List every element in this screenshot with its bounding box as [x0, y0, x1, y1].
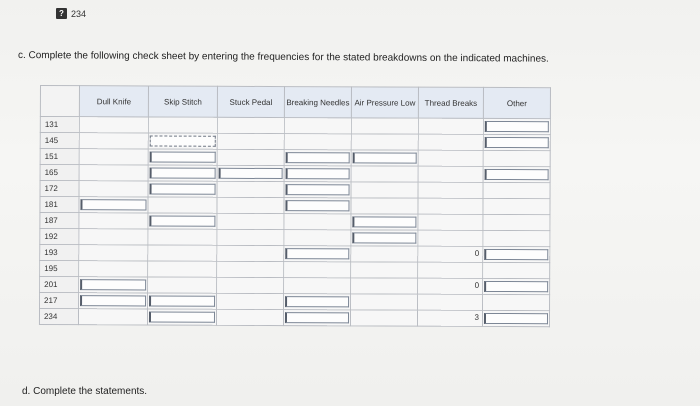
frequency-cell — [217, 277, 284, 293]
frequency-cell — [217, 181, 284, 197]
column-header: Skip Stitch — [148, 86, 217, 117]
frequency-cell — [418, 294, 483, 310]
frequency-cell — [418, 150, 483, 166]
frequency-input[interactable] — [286, 168, 350, 179]
frequency-input[interactable] — [149, 311, 215, 322]
question-number — [56, 8, 86, 19]
question-badge-icon: ? — [56, 8, 67, 19]
frequency-cell — [483, 230, 550, 246]
frequency-cell — [284, 230, 351, 246]
frequency-cell — [483, 246, 550, 262]
frequency-cell — [483, 150, 550, 166]
frequency-cell — [351, 150, 418, 166]
frequency-input[interactable] — [485, 137, 549, 148]
frequency-input[interactable] — [484, 281, 548, 292]
machine-number: 201 — [40, 277, 79, 293]
frequency-input[interactable] — [286, 152, 350, 163]
frequency-input[interactable] — [150, 151, 216, 162]
frequency-cell — [79, 277, 148, 293]
frequency-cell — [284, 182, 351, 198]
column-header: Thread Breaks — [418, 87, 483, 118]
check-sheet — [39, 85, 551, 327]
frequency-cell — [216, 309, 283, 325]
frequency-input[interactable] — [80, 295, 146, 306]
frequency-cell — [284, 198, 351, 214]
frequency-cell — [148, 261, 217, 277]
frequency-cell — [79, 149, 148, 165]
frequency-cell — [418, 262, 483, 278]
frequency-cell — [284, 118, 351, 134]
frequency-cell — [418, 198, 483, 214]
column-header: Other — [483, 87, 550, 118]
frequency-input[interactable] — [485, 169, 549, 180]
frequency-cell — [79, 165, 148, 181]
frequency-cell — [284, 246, 351, 262]
machine-number: 172 — [40, 181, 79, 197]
frequency-cell — [148, 133, 217, 149]
machine-number: 145 — [40, 133, 79, 149]
frequency-cell — [284, 278, 351, 294]
frequency-input[interactable] — [219, 168, 283, 179]
frequency-cell — [351, 214, 418, 230]
check-sheet-table — [39, 85, 551, 327]
machine-number: 192 — [40, 229, 79, 245]
column-header: Air Pressure Low — [351, 87, 418, 118]
frequency-cell — [217, 149, 284, 165]
machine-number: 217 — [40, 293, 79, 309]
frequency-cell — [217, 117, 284, 133]
frequency-cell — [351, 166, 418, 182]
frequency-input[interactable] — [149, 295, 215, 306]
frequency-cell — [284, 150, 351, 166]
check-sheet-body — [39, 117, 550, 327]
frequency-cell — [351, 134, 418, 150]
statements-heading: d. Complete the statements. — [22, 386, 148, 397]
frequency-cell — [418, 246, 483, 262]
frequency-cell — [351, 118, 418, 134]
frequency-cell — [217, 197, 284, 213]
machine-number: 193 — [40, 245, 79, 261]
frequency-cell — [418, 118, 483, 134]
column-header: Dull Knife — [79, 86, 148, 117]
frequency-cell — [217, 133, 284, 149]
machine-number: 131 — [40, 117, 79, 133]
frequency-input[interactable] — [285, 248, 349, 259]
column-header: Breaking Needles — [284, 87, 351, 118]
frequency-input[interactable] — [484, 313, 548, 324]
frequency-cell — [148, 245, 217, 261]
frequency-cell — [148, 181, 217, 197]
frequency-cell — [418, 214, 483, 230]
frequency-input[interactable] — [286, 184, 350, 195]
frequency-cell — [351, 294, 418, 310]
frequency-cell — [79, 229, 148, 245]
frequency-input[interactable] — [285, 296, 349, 307]
frequency-cell — [351, 198, 418, 214]
frequency-input[interactable] — [150, 167, 216, 178]
frequency-input[interactable] — [149, 215, 215, 226]
question-number-text: 234 — [71, 8, 87, 19]
frequency-cell — [418, 134, 483, 150]
frequency-input[interactable] — [150, 183, 216, 194]
frequency-cell — [483, 214, 550, 230]
frequency-input[interactable] — [485, 121, 549, 132]
frequency-cell — [79, 181, 148, 197]
frequency-cell — [148, 197, 217, 213]
frequency-cell — [217, 261, 284, 277]
frequency-value: 0 — [474, 280, 480, 290]
frequency-cell — [79, 261, 148, 277]
machine-number: 151 — [40, 149, 79, 165]
frequency-cell — [284, 166, 351, 182]
frequency-cell — [79, 197, 148, 213]
frequency-cell — [351, 182, 418, 198]
frequency-cell — [483, 182, 550, 198]
frequency-cell — [351, 230, 418, 246]
frequency-cell — [79, 213, 148, 229]
frequency-cell — [148, 117, 217, 133]
frequency-cell — [79, 245, 148, 261]
frequency-cell — [417, 310, 482, 326]
frequency-cell — [351, 262, 418, 278]
frequency-cell — [217, 213, 284, 229]
frequency-cell — [79, 117, 148, 133]
frequency-cell — [217, 229, 284, 245]
frequency-cell — [483, 262, 550, 278]
frequency-cell — [483, 278, 550, 294]
table-row — [39, 309, 549, 327]
frequency-cell — [284, 134, 351, 150]
frequency-input[interactable] — [484, 249, 548, 260]
frequency-cell — [483, 118, 550, 134]
frequency-cell — [483, 198, 550, 214]
frequency-input[interactable] — [285, 200, 349, 211]
frequency-cell — [482, 310, 549, 326]
frequency-cell — [350, 310, 417, 326]
frequency-cell — [148, 229, 217, 245]
frequency-value: 0 — [474, 248, 480, 258]
frequency-value: 3 — [474, 312, 480, 322]
frequency-input[interactable] — [80, 199, 146, 210]
frequency-cell — [217, 245, 284, 261]
header-row — [40, 86, 550, 119]
frequency-cell — [217, 293, 284, 309]
frequency-input[interactable] — [352, 216, 416, 227]
corner-cell — [40, 86, 79, 117]
frequency-cell — [79, 293, 148, 309]
frequency-input[interactable] — [353, 152, 417, 163]
frequency-input[interactable] — [352, 232, 416, 243]
frequency-cell — [148, 293, 217, 309]
frequency-cell — [483, 294, 550, 310]
frequency-cell — [418, 278, 483, 294]
machine-number: 195 — [40, 261, 79, 277]
frequency-cell — [483, 166, 550, 182]
frequency-cell — [78, 309, 147, 325]
column-header: Stuck Pedal — [217, 86, 284, 117]
machine-number: 187 — [40, 213, 79, 229]
frequency-cell — [418, 182, 483, 198]
frequency-cell — [217, 165, 284, 181]
frequency-cell — [284, 214, 351, 230]
frequency-cell — [148, 165, 217, 181]
frequency-input[interactable] — [150, 135, 216, 146]
frequency-cell — [147, 309, 216, 325]
frequency-cell — [284, 294, 351, 310]
frequency-cell — [148, 277, 217, 293]
machine-number: 165 — [40, 165, 79, 181]
machine-number: 234 — [39, 309, 78, 325]
frequency-cell — [148, 213, 217, 229]
frequency-cell — [483, 134, 550, 150]
frequency-cell — [283, 310, 350, 326]
frequency-input[interactable] — [285, 312, 349, 323]
frequency-cell — [418, 230, 483, 246]
frequency-cell — [148, 149, 217, 165]
frequency-cell — [351, 278, 418, 294]
machine-number: 181 — [40, 197, 79, 213]
frequency-cell — [351, 246, 418, 262]
frequency-cell — [284, 262, 351, 278]
frequency-cell — [79, 133, 148, 149]
frequency-input[interactable] — [80, 279, 146, 290]
frequency-cell — [418, 166, 483, 182]
instruction-text: c. Complete the following check sheet by entering the frequencies for the stated breakdowns on the indicated machines. — [17, 50, 549, 65]
